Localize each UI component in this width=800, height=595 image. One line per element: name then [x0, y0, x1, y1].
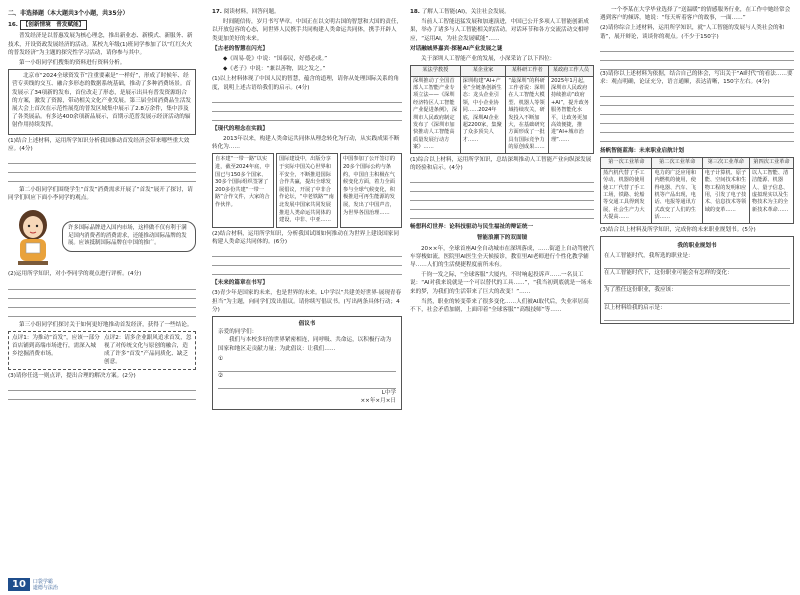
answer-line	[212, 112, 402, 121]
letter-item-2: ②	[218, 373, 224, 380]
table-cell: 电力的广泛应用和内燃机的使用，使得电器、汽车、飞机等产品出现，电话、电报等通讯方式改变了人们的生活……	[652, 168, 702, 223]
column-3	[410, 6, 594, 316]
q16-part3: 第三小组同学们探讨关于如何更好地推动首发经济，获得了一些结论。	[19, 321, 193, 328]
answer-line	[8, 391, 196, 400]
q18-para-2: 关于深圳人工智能产业的发展，小深采访了以下四位：	[421, 56, 556, 63]
table-header: 第三次工业革命	[702, 158, 749, 168]
q18-para-4: 千钧一发之际，“全球客服”大厦内，不时响起投诉声……一名员工说：“AI对我来说就是一个可以替代的工具……”，“我当初到底就是一场未来的梦，为我们的生活带来了巨大的改变！”……	[410, 272, 592, 295]
answer-line	[8, 173, 196, 182]
speech-bubble: 许多国际品牌进入国内市场，这样做不仅有利于满足国内消费者的消费需求，还能推动国际品牌的发展。应该抵制国际品牌在中国的推广。	[62, 221, 196, 252]
answer-line[interactable]	[604, 277, 790, 286]
career-plan-box	[600, 236, 794, 324]
table-header: 某法学教授	[411, 66, 461, 76]
proposal-letter	[212, 316, 402, 410]
answer-line	[600, 133, 794, 142]
table-cell: 深圳推动了全国首部人工智能产业专项立法——《深圳经济特区人工智能产业促进条例》，深圳市人民政府制定发布了《深圳市加快推动人工智能高质量发展行动方案》……	[411, 76, 461, 153]
q16-question-3: (3)请你任选一则点评，提出合理的解决方案。(2分)	[8, 372, 136, 379]
table-header: 某企业家	[460, 66, 506, 76]
answer-lines-2	[8, 281, 196, 317]
answer-lines-6	[410, 174, 594, 219]
answer-line	[410, 174, 594, 183]
answer-line	[8, 299, 196, 308]
answer-lines-8	[600, 88, 794, 142]
q18-para-5: 当然，职业的转变带来了很多变化……人们被AI取代后，失业率居高不下，社会矛盾加剧，上面印着“全球客服”“高级技师”等……	[410, 298, 589, 313]
answer-line	[600, 97, 794, 106]
answer-line[interactable]	[604, 295, 790, 304]
brand-label	[33, 579, 58, 591]
answer-line	[600, 115, 794, 124]
page-number: 10	[8, 578, 30, 591]
table-header: 某政府工作人员	[548, 66, 593, 76]
table-cell: 2025年1月起，深圳市人民政府持续推动“政府+AI”，提升政务服务智能化水平，让政务更加高效便捷，推进“AI+城市治理”……	[548, 76, 593, 153]
answer-line	[600, 43, 794, 52]
table-row	[411, 76, 594, 153]
q18-para-1: 当前人工智能迅猛发展和加速演进，中国已公开多项人工智能创新成果，举办了诸多与人工智能相关的活动。对话环节和各方交流活动交相呼应，“运用AI，为社会发展赋能”……	[410, 19, 590, 42]
q18-intro: 了解人工智能(AI)，关注社会发展。	[421, 9, 510, 15]
table-header-row	[411, 66, 594, 76]
q18-number: 18.	[410, 9, 420, 15]
table-row	[601, 168, 794, 223]
plan-line-2: 在人工智能时代下，这份职业可能会有怎样的变化：	[604, 270, 733, 277]
answer-lines-5	[212, 248, 402, 275]
answer-line	[410, 192, 594, 201]
table-header-row	[601, 158, 794, 168]
comment-2: 点评2：请多企业跟风追求首发，忽视了对传统文化与原创的融合，造成了许多“首发”产品同质化、缺乏创意。	[104, 334, 192, 366]
q16-header	[8, 20, 196, 30]
q16-part1: 第一小组同学们搜集的资料进行资料分析。	[19, 60, 126, 67]
brand-line-1: 口袋学霸	[32, 578, 53, 585]
q16-number: 16.	[8, 22, 18, 29]
material-box-3: 中国参加了公开签订的20多个国际公约与条约，中国自主积极在气候变化方面，着力全面参与全球气候变化，积极推进可再生能源的发展，发出了中国声音，为世界各国治理……	[340, 153, 402, 227]
comment-box	[8, 331, 196, 370]
answer-line	[600, 61, 794, 70]
q17-number: 17.	[212, 9, 222, 15]
answer-line	[8, 155, 196, 164]
q17-para-2: 2013年以来，构建人类命运共同体从理念转化为行动，从实践成果不断转化为……	[212, 136, 400, 151]
material-box-1: 自本建“一带一路”以实进，截至2024年底，中国已与150多个国家、30多个国际组织签署了200多份共建“一带一路”合作文件，大家的合作伙伴。	[212, 153, 274, 227]
student-girl-icon	[8, 205, 58, 267]
page-footer	[8, 578, 58, 591]
letter-greeting: 亲爱的同学们：	[218, 329, 258, 336]
table-header: 第四次工业革命	[749, 158, 793, 168]
answer-line[interactable]	[604, 260, 790, 269]
table-header: 第一次工业革命	[601, 158, 652, 168]
q18-para-3: 20××年，全球首座AI全自动城市在深圳落成，……街道上自动驾驶汽车穿梭如流，医院里AI医生全天候接诊，教室里AI老师进行个性化教学辅导……人们的生活便捷程度前所未有。	[410, 245, 595, 268]
q16-material-text: 北京市“2024全球资发节”注重要素是“一样好”，形成了时候年、经营专卖线的交互、融合多形态的数据系统基础，推动了多种消费场景。首发展示了34项新的发布，首位改走了形态，是展示出具有普发资源组合的方案，激发了资源，带动相关文化产业发展。第三届全国消费品生活发展大会上首次在示范性展览的普发区域集中展示了2.8万余件，集中涉及了各类展品。有多达400余项新品展示，首期示范普发展示经济活动的辐射作用持续发挥。	[12, 73, 192, 129]
comment-1: 点评1：为推动“首发”，应该一部分首店铺到高端市场进行，需深入城乡挖掘消费市场。	[12, 334, 100, 358]
answer-line	[600, 124, 794, 133]
q18-heading-2b: 智能浪潮下的双面镜	[476, 235, 528, 242]
q16-intro: 普发经济是以普惠发展为核心理念，推出新业态、新模式、新服务、新技术，开设资政发展经济的活动。某校九年级(1)班同学参加了以“红红火火的普发经济”为主题的探究性学习活动，请你参与其中。	[8, 33, 193, 56]
table-header: 第二次工业革命	[652, 158, 702, 168]
q18-question-4: (3)结合以上材料及所学知识，完成你的未来职业规划书。(5分)	[600, 226, 756, 233]
answer-line	[8, 290, 196, 299]
q16-question-1: (1)结合上述材料，运用所学知识分析我国推动首发经济会带来哪些重大效应。(4分)	[8, 137, 190, 152]
table-cell: 以人工智能、清洁能源、机器人、量子信息、虚拟现实以及生物技术为主的全新技术革命……	[749, 168, 793, 223]
q17-question-2: (2)结合材料，运用所学知识，分析我国试图如何推动在为世界上建设国家同构建人类命运共同体的。(6分)	[212, 230, 399, 245]
answer-line[interactable]	[218, 380, 396, 389]
revolution-table	[600, 157, 794, 223]
q18-question-1: (1)综合以上材料，运用所学知识，总结深圳推动人工智能产业向纵深发展的经验和启示。(4分)	[410, 156, 592, 171]
q16-question-2: (2)运用所学知识，对小李同学的观点进行评析。(4分)	[8, 271, 142, 278]
answer-line	[410, 210, 594, 219]
q17-header	[212, 8, 402, 16]
answer-line	[212, 257, 402, 266]
letter-body: 我们与本校多好的世界紧密相连，同呼吸、共命运，以积极行动为国家和地区走贡献力量；为此倡议：让我们……	[218, 337, 392, 352]
brand-line-2: 道德与法治	[32, 584, 58, 591]
letter-item-1: ①	[218, 355, 224, 362]
q18-header	[410, 8, 594, 16]
answer-line	[212, 94, 402, 103]
plan-line-3: 为了胜任这份职业，我应该：	[604, 287, 677, 294]
answer-line	[410, 183, 594, 192]
answer-line	[8, 281, 196, 290]
answer-line	[8, 164, 196, 173]
q17-heading-1: 【古老的智慧在闪光】	[212, 45, 268, 52]
table-cell: 蒸汽机代替了手工劳动，机器的使用使工厂代替了手工工场，铁路、轮船等交通工具得到发展，社会生产力大大提高……	[601, 168, 652, 223]
material-boxes	[212, 153, 402, 227]
answer-lines-3	[8, 382, 196, 400]
interview-table	[410, 65, 594, 153]
answer-line	[600, 52, 794, 61]
q18-question-2: (2)请你综合上述材料，运用所学知识，就“人工智能的发展与人类社会的和谐”，展开辩论，谈谈你的观点。(不少于150字)	[600, 25, 785, 40]
verse-2: ◆《老子》中说：“兼以善物，固之发之。”	[223, 66, 326, 73]
letter-date: ××年×月×日	[360, 398, 396, 405]
answer-line	[410, 201, 594, 210]
q18-question-3: (3)请你以上述材料为依据，结合自己的体会，写出关于“AI时代”的看法……要求：观点明确，论证充分，语言通顺，表达清晰，150字左右。(4分)	[600, 70, 793, 86]
career-heading: 扬帆智能蓝海：未来职业启航计划	[600, 148, 684, 155]
answer-line	[8, 382, 196, 391]
q18-heading-2: 畅想科幻世界：论科技驱动与民生福祉的辩证统一	[410, 224, 534, 231]
q17-question-1: (1)以上材料体现了中国人民的智慧，蕴含的道理，请你从处理国际关系的角度，说明上述古语给我们的启示。(4分)	[212, 76, 399, 91]
c4-para-1: 一个李某在大学毕业选择了“送温暖”的情感服务行业，在工作中她经常会遇到客户的倾诉，她说：“每天听着客户的故事，一面……”	[600, 7, 791, 22]
q16-part2: 第二小组同学们围绕学生“首发”消费需求开展了“首发”展开了探讨，请同学们回应下面小李同学的观点。	[8, 187, 193, 202]
table-cell: 深圳构建“AI+产业”全链条创新生态：龙头企业引领，中小企业协同……2024年底，深圳AI企业超2200家，集聚了众多顶尖人才……	[460, 76, 506, 153]
answer-line[interactable]	[218, 363, 396, 372]
material-box-2: 国际建设中，出版分享于实际中国关心世界和平安全，不断推进国际合作共赢，提出全球发展倡议，开展了中非合作论坛，“中老铁路”“南北发展中国家共同发展推进人类命运共同体的建设，中非、中亚……	[276, 153, 338, 227]
plan-line-1: 在人工智能时代，我所选的职业是：	[604, 253, 694, 260]
letter-title: 倡议书	[298, 321, 316, 327]
letter-signature: L中学	[381, 390, 396, 397]
verse-1: ◆《周易·乾》中说：“国泰民，好德必成。”	[223, 56, 328, 63]
q17-para-1: 时间随信传，岁月书写华章。中国正在以文明古国的智慧和大国的责任，以开放包容的心态，同世界人民携手共同构建人类命运共同体，携手开辟人类更加美好的未来。	[212, 19, 403, 42]
answer-line	[212, 248, 402, 257]
plan-title: 我的职业规划书	[677, 242, 717, 249]
column-4	[600, 6, 794, 326]
answer-line	[600, 106, 794, 115]
plan-line-4: 以上材料给我的启示是：	[604, 304, 666, 311]
answer-line	[8, 308, 196, 317]
table-cell: 电子计算机、原子能、空间技术和生物工程的发明和应用，引发了电子技术、信息技术等领域的变革……	[702, 168, 749, 223]
q17-heading-2: 【现代的理念在实践】	[212, 125, 268, 132]
section-title: 二、非选择题（本大题共3个小题，共35分）	[8, 10, 129, 17]
answer-lines-4	[212, 94, 402, 121]
answer-line[interactable]	[604, 312, 790, 321]
q18-heading: 对话融城界嘉宾·探秘AI产业发展之谜	[410, 45, 503, 52]
column-2	[212, 6, 402, 412]
answer-lines-7	[600, 43, 794, 70]
answer-line	[600, 88, 794, 97]
q17-intro: 阅读材料，回答问题。	[223, 9, 280, 15]
answer-line	[212, 103, 402, 112]
q17-question-3: (3)青少年是国家的未来，也是世界的未来。L中学以“共建美好世界·展现青春担当”为主题，向同学们发出倡议。请你续写倡议书。(写出两条具体行动；4分)	[212, 290, 402, 313]
cartoon-scene	[8, 205, 196, 267]
answer-line	[212, 266, 402, 275]
table-header: 某科研工作者	[506, 66, 549, 76]
answer-lines-1	[8, 155, 196, 182]
column-1	[8, 6, 196, 400]
q17-heading-3: 【未来的篇章在书写】	[212, 280, 268, 287]
table-cell: “最深圳”的科研工作者说：深圳在人工智能大模型、机器人等领域持续攻关，研发投入不断加大，在基础研究方面形成了一批具有国际竞争力的原创成果……	[506, 76, 549, 153]
q16-material-box	[8, 69, 196, 134]
q16-tag: 【创新情境 普发赋能】	[20, 20, 88, 30]
